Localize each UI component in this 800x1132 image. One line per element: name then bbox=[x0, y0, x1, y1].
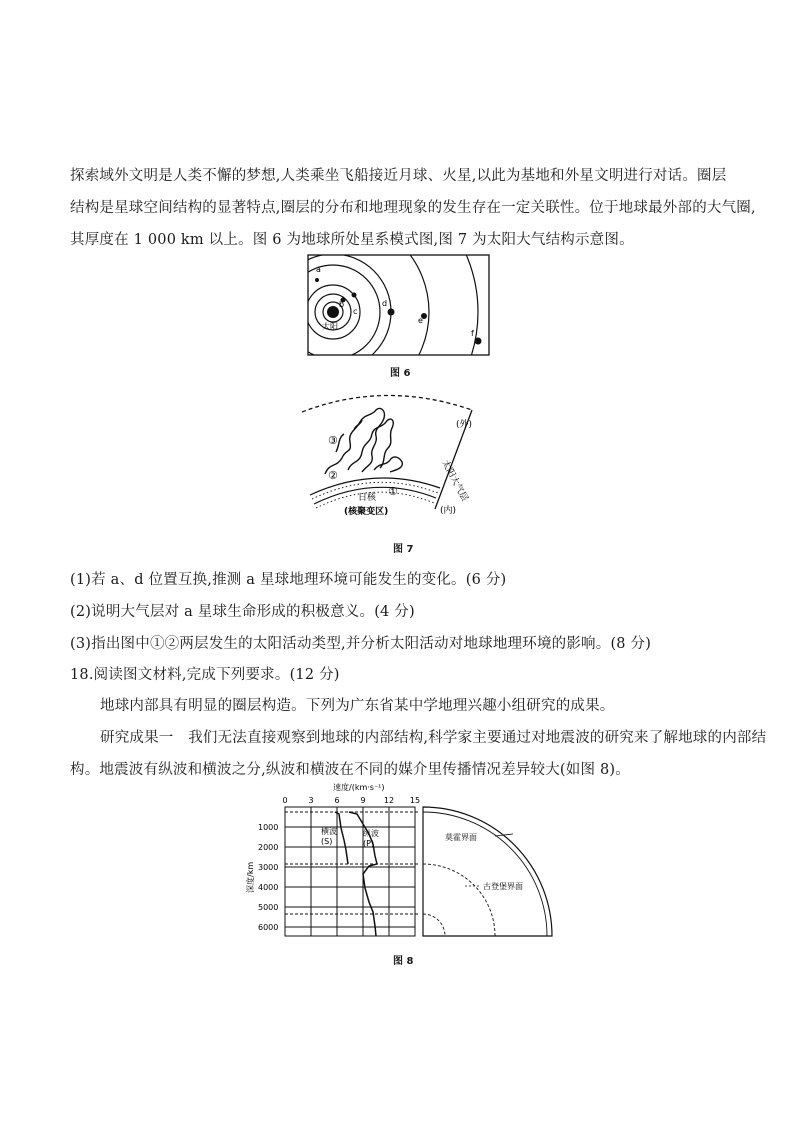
p-wave-sub: (P) bbox=[363, 839, 375, 848]
label-b: b bbox=[339, 300, 345, 309]
core-note-label: (核聚变区) bbox=[344, 507, 389, 517]
depth-axis-title: 深度/km bbox=[246, 861, 255, 893]
speed-tick-12: 12 bbox=[383, 796, 395, 805]
sun-icon bbox=[327, 306, 339, 318]
planet-f bbox=[475, 338, 482, 345]
moho-label: 莫霍界面 bbox=[445, 833, 477, 842]
depth-tick-2000: 2000 bbox=[258, 843, 279, 852]
core-label: 日核 bbox=[358, 493, 377, 503]
question-2: (2)说明大气层对 a 星球生命形成的积极意义。(4 分) bbox=[70, 604, 415, 620]
gutenberg-label: 古登堡界面 bbox=[483, 882, 523, 891]
label-f: f bbox=[471, 329, 474, 338]
atmosphere-label: 太阳大气层 bbox=[439, 458, 470, 504]
label-e: e bbox=[418, 316, 423, 325]
planet-a bbox=[315, 278, 319, 282]
layer-2-label: ② bbox=[328, 469, 338, 482]
question-1: (1)若 a、d 位置互换,推测 a 星球地理环境可能发生的变化。(6 分) bbox=[70, 572, 507, 588]
figure-8-seismic-wave-diagram bbox=[245, 778, 575, 943]
question-18-intro: 地球内部具有明显的圈层构造。下列为广东省某中学地理兴趣小组研究的成果。 bbox=[100, 698, 615, 714]
label-d: d bbox=[382, 299, 388, 308]
speed-tick-3: 3 bbox=[308, 796, 314, 805]
figure-7-caption: 图 7 bbox=[393, 544, 414, 555]
inner-label: (内) bbox=[440, 506, 457, 516]
s-wave-label: 横波 bbox=[321, 827, 337, 836]
figure-6-caption: 图 6 bbox=[390, 368, 411, 379]
planet-d bbox=[388, 309, 395, 316]
speed-tick-6: 6 bbox=[334, 796, 340, 805]
label-sun: 太阳 bbox=[322, 322, 338, 331]
figure-7-solar-atmosphere-diagram bbox=[290, 382, 520, 522]
passage-line-1: 探索域外文明是人类不懈的梦想,人类乘坐飞船接近月球、火星,以此为基地和外星文明进行对话。圈层 bbox=[70, 168, 727, 184]
question-3: (3)指出图中①②两层发生的太阳活动类型,并分析太阳活动对地球地理环境的影响。(8 分) bbox=[70, 636, 652, 652]
speed-tick-15: 15 bbox=[409, 796, 421, 805]
figure-8-caption: 图 8 bbox=[393, 956, 414, 967]
result-1-line-2: 构。地震波有纵波和横波之分,纵波和横波在不同的媒介里传播情况差异较大(如图 8)。 bbox=[70, 762, 630, 778]
figure-6-solar-system-diagram bbox=[300, 250, 500, 360]
depth-tick-6000: 6000 bbox=[258, 923, 279, 932]
depth-tick-3000: 3000 bbox=[258, 863, 279, 872]
depth-tick-4000: 4000 bbox=[258, 883, 279, 892]
depth-tick-5000: 5000 bbox=[258, 903, 279, 912]
question-18: 18.阅读图文材料,完成下列要求。(12 分) bbox=[70, 667, 340, 683]
planet-c bbox=[352, 293, 357, 298]
passage-line-2: 结构是星球空间结构的显著特点,圈层的分布和地理现象的发生存在一定关联性。位于地球最外部的大气圈, bbox=[70, 200, 756, 216]
layer-3-label: ③ bbox=[328, 434, 338, 447]
result-1-line-1: 研究成果一 我们无法直接观察到地球的内部结构,科学家主要通过对地震波的研究来了解地球的内部结 bbox=[100, 730, 767, 746]
speed-tick-9: 9 bbox=[360, 796, 366, 805]
layer-1-label: ① bbox=[388, 485, 398, 498]
speed-tick-0: 0 bbox=[282, 796, 288, 805]
speed-axis-title: 速度/(km·s⁻¹) bbox=[333, 783, 385, 792]
label-a: a bbox=[316, 265, 321, 274]
depth-tick-1000: 1000 bbox=[258, 823, 279, 832]
label-c: c bbox=[353, 307, 358, 316]
passage-line-3: 其厚度在 1 000 km 以上。图 6 为地球所处星系模式图,图 7 为太阳大气结构示意图。 bbox=[70, 232, 634, 248]
outer-label: (外) bbox=[456, 420, 473, 430]
p-wave-label: 纵波 bbox=[363, 829, 379, 838]
s-wave-sub: (S) bbox=[321, 837, 333, 846]
